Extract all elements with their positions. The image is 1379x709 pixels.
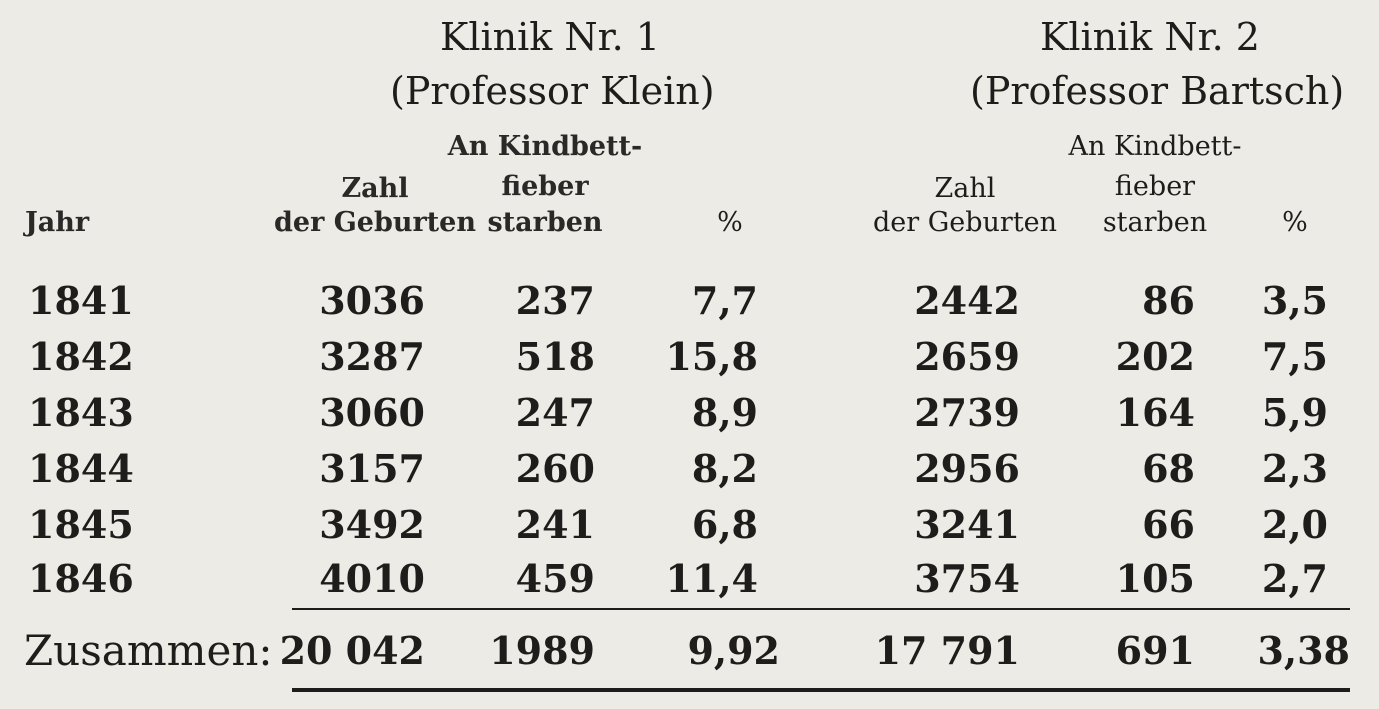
- c2-births-cell: 2739: [914, 390, 1020, 435]
- c1-header-percent: %: [717, 207, 743, 238]
- c1-deaths-cell: 459: [515, 556, 595, 601]
- row-year: 1846: [28, 556, 134, 601]
- c1-deaths-cell: 241: [515, 502, 595, 547]
- c2-percent-cell: 2,7: [1261, 556, 1328, 601]
- total-top-rule: [292, 608, 1350, 610]
- clinic1-title: Klinik Nr. 1: [439, 15, 660, 59]
- c2-header-births-line2: der Geburten: [872, 207, 1058, 238]
- c1-header-births-line2: der Geburten: [274, 207, 476, 238]
- c2-deaths-cell: 105: [1115, 556, 1195, 601]
- c1-total-percent: 9,92: [687, 628, 780, 673]
- c2-births-cell: 2659: [914, 334, 1020, 379]
- c1-births-cell: 3157: [319, 446, 425, 491]
- clinic1-subtitle: (Professor Klein): [390, 69, 715, 113]
- c1-deaths-cell: 247: [515, 390, 595, 435]
- c2-deaths-cell: 68: [1142, 446, 1195, 491]
- c2-deaths-cell: 66: [1142, 502, 1195, 547]
- c1-percent-cell: 11,4: [665, 556, 758, 601]
- c2-header-percent: %: [1282, 207, 1308, 238]
- c2-percent-cell: 3,5: [1261, 278, 1328, 323]
- c2-deaths-cell: 86: [1142, 278, 1195, 323]
- c1-births-cell: 3492: [319, 502, 425, 547]
- c1-deaths-cell: 237: [515, 278, 595, 323]
- c2-births-cell: 2956: [914, 446, 1020, 491]
- row-year: 1841: [28, 278, 134, 323]
- c1-header-births-line1: Zahl: [341, 173, 409, 204]
- row-year: 1844: [28, 446, 134, 491]
- c2-percent-cell: 5,9: [1261, 390, 1328, 435]
- c2-header-births-line1: Zahl: [934, 173, 996, 204]
- row-year: 1845: [28, 502, 134, 547]
- c1-deaths-cell: 518: [515, 334, 595, 379]
- c2-percent-cell: 7,5: [1261, 334, 1328, 379]
- c2-births-cell: 2442: [914, 278, 1020, 323]
- c1-births-cell: 4010: [319, 556, 425, 601]
- c2-header-deaths-line2: fieber: [1114, 171, 1196, 202]
- c1-total-births: 20 042: [279, 628, 425, 673]
- c2-total-deaths: 691: [1115, 628, 1195, 673]
- c2-header-deaths-line3: starben: [1102, 207, 1208, 238]
- total-label: Zusammen:: [24, 626, 273, 675]
- clinic2-subtitle: (Professor Bartsch): [970, 69, 1345, 113]
- c1-births-cell: 3060: [319, 390, 425, 435]
- c1-births-cell: 3036: [319, 278, 425, 323]
- c1-percent-cell: 8,2: [691, 446, 758, 491]
- c1-header-deaths-line2: fieber: [501, 171, 589, 202]
- c1-header-deaths-line3: starben: [487, 207, 603, 238]
- total-bottom-rule: [292, 688, 1350, 692]
- c2-total-percent: 3,38: [1257, 628, 1350, 673]
- c1-deaths-cell: 260: [515, 446, 595, 491]
- clinic2-title: Klinik Nr. 2: [1039, 15, 1260, 59]
- c2-births-cell: 3754: [914, 556, 1020, 601]
- c2-percent-cell: 2,0: [1261, 502, 1328, 547]
- c2-births-cell: 3241: [914, 502, 1020, 547]
- c1-percent-cell: 8,9: [691, 390, 758, 435]
- header-year: Jahr: [25, 207, 90, 238]
- c2-deaths-cell: 202: [1115, 334, 1195, 379]
- row-year: 1842: [28, 334, 134, 379]
- c1-percent-cell: 6,8: [691, 502, 758, 547]
- c1-births-cell: 3287: [319, 334, 425, 379]
- c2-total-births: 17 791: [874, 628, 1020, 673]
- c2-header-deaths-line1: An Kindbett-: [1068, 131, 1242, 162]
- c1-percent-cell: 7,7: [691, 278, 758, 323]
- c1-header-deaths-line1: An Kindbett-: [447, 131, 643, 162]
- c1-total-deaths: 1989: [489, 628, 595, 673]
- c1-percent-cell: 15,8: [665, 334, 758, 379]
- c2-percent-cell: 2,3: [1261, 446, 1328, 491]
- row-year: 1843: [28, 390, 134, 435]
- c2-deaths-cell: 164: [1115, 390, 1195, 435]
